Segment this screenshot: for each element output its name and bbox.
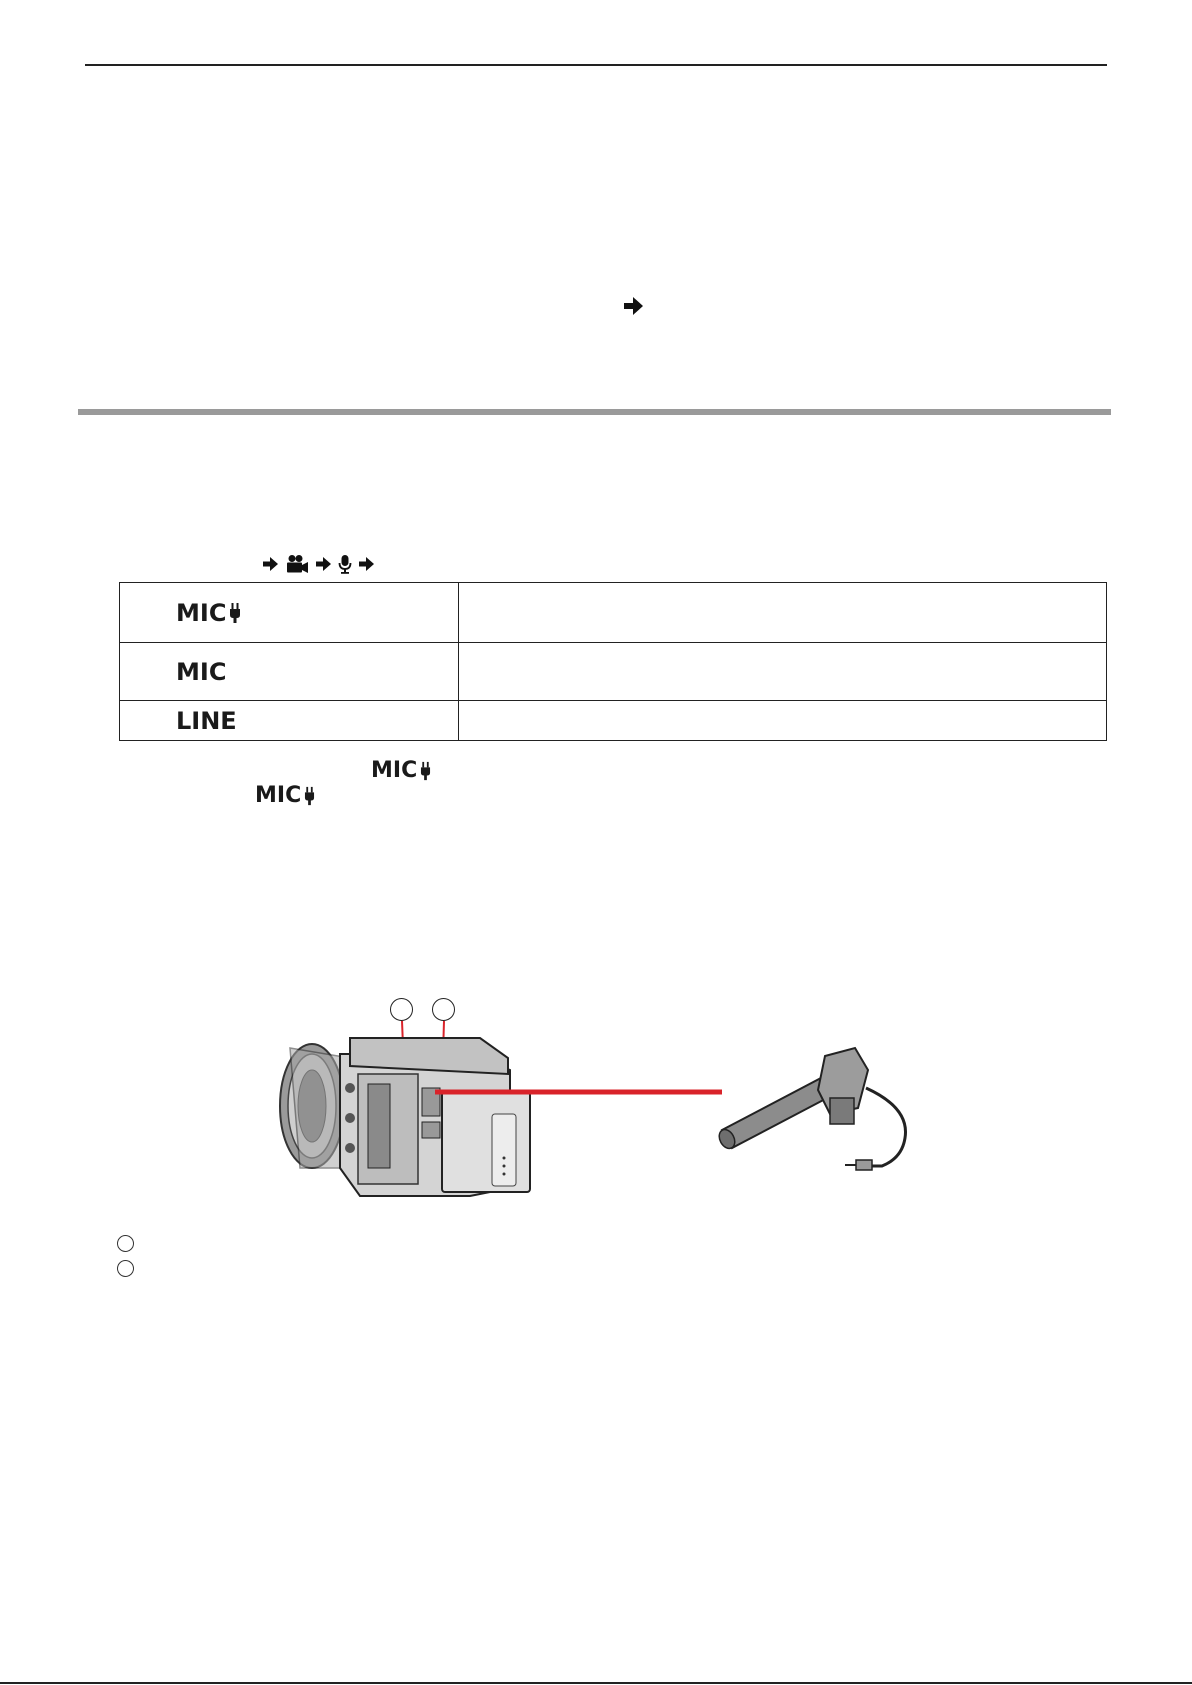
plug-in-power-icon [229,602,241,624]
table-row [120,701,1107,741]
mic-input-settings-table [119,582,1107,741]
shotgun-microphone [716,1048,905,1170]
arrow-right-icon [262,556,279,572]
plug-in-power-icon [420,761,431,781]
description-cell [459,701,1107,741]
section-divider [78,409,1111,415]
note-option-label: MIC [371,760,431,782]
video-camera-icon [285,554,309,574]
option-label: MIC [176,657,227,686]
camera-microphone-illustration [270,1018,950,1200]
option-cell [120,583,459,643]
microphone-icon [338,554,352,574]
legend-marker [117,1235,134,1252]
arrow-right-icon [358,556,375,572]
plug-in-power-icon [304,786,315,806]
option-label: LINE [176,706,237,735]
description-cell [459,583,1107,643]
option-cell [120,701,459,741]
menu-path [262,554,375,574]
legend-marker [117,1260,134,1277]
note-option-label: MIC [255,785,315,807]
table-row [120,643,1107,701]
arrow-right-icon [622,296,644,316]
header-rule [85,64,1107,66]
arrow-right-icon [315,556,332,572]
description-cell [459,643,1107,701]
camera-body [340,1038,530,1196]
option-cell [120,643,459,701]
table-row [120,583,1107,643]
footer-rule [0,1682,1192,1684]
option-label: MIC [176,598,227,627]
